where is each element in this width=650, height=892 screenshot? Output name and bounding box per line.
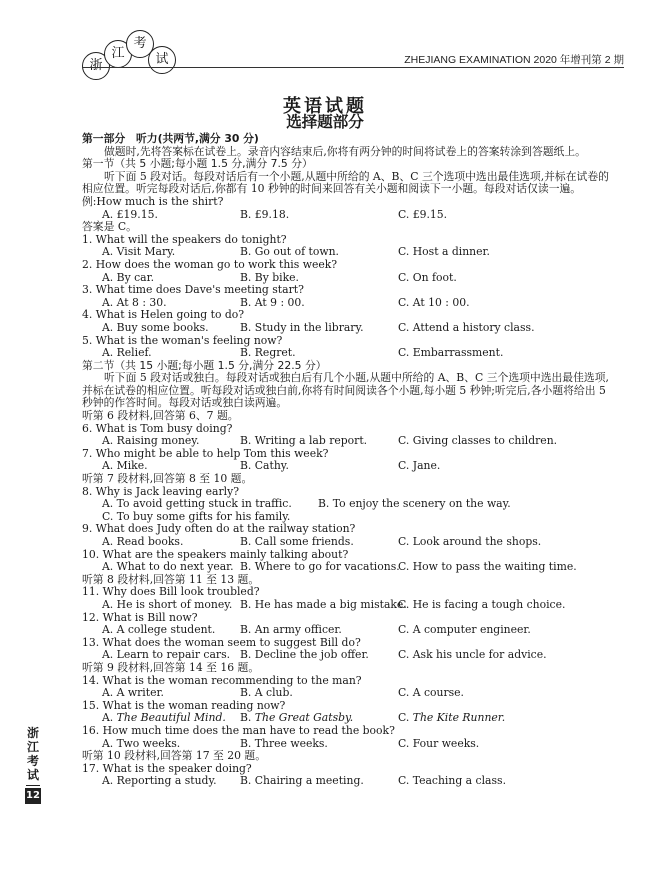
question-1: 1. What will the speakers do tonight? <box>82 232 287 246</box>
option-a: A. Reporting a study. <box>102 774 217 788</box>
option-c: C. The Kite Runner. <box>398 711 506 725</box>
option-a: A. Mike. <box>102 459 148 473</box>
option-c: C. Host a dinner. <box>398 245 490 259</box>
section1-questions <box>82 234 612 360</box>
question-17-options <box>82 775 612 788</box>
option-b: B. Three weeks. <box>240 736 328 750</box>
material-9-note: 听第 9 段材料,回答第 14 至 16 题。 <box>82 660 260 674</box>
section2-heading: 第二节（共 15 小题;每小题 1.5 分,满分 22.5 分） <box>82 358 327 372</box>
question-10: 10. What are the speakers mainly talking about? <box>82 547 349 561</box>
option-c: C. How to pass the waiting time. <box>398 560 577 574</box>
example-answer: 答案是 C。 <box>82 220 137 234</box>
option-a: A. A college student. <box>102 623 216 637</box>
question-2-options <box>82 272 612 285</box>
logo-char: 考 <box>126 30 154 58</box>
option-c: C. At 10 : 00. <box>398 295 470 309</box>
option-a: A. Read books. <box>102 535 184 548</box>
example-question: 例:How much is the shirt? <box>82 194 224 208</box>
question-9-options <box>82 536 612 549</box>
sidebar-char: 试 <box>26 768 39 782</box>
option-c: C. Four weeks. <box>398 736 480 750</box>
page-number: 12 <box>25 788 41 804</box>
question-6-options <box>82 435 612 448</box>
question-16-options <box>82 738 612 751</box>
option-b: B. Writing a lab report. <box>240 434 368 448</box>
part1-heading: 第一部分 听力(共两节,满分 30 分) <box>82 132 259 145</box>
logo-char: 江 <box>104 40 132 68</box>
option-b: B. Study in the library. <box>240 320 364 334</box>
option-c: C. Look around the shops. <box>398 535 542 548</box>
question-2: 2. How does the woman go to work this week? <box>82 257 338 271</box>
sidebar-divider <box>26 785 40 786</box>
part1-intro: 做题时,先将答案标在试卷上。录音内容结束后,你将有两分钟的时间将试卷上的答案转涂到答题纸上。 <box>104 144 586 158</box>
question-6: 6. What is Tom busy doing? <box>82 421 233 435</box>
material-7-note: 听第 7 段材料,回答第 8 至 10 题。 <box>82 472 253 486</box>
section1-heading: 第一节（共 5 小题;每小题 1.5 分,满分 7.5 分） <box>82 157 313 171</box>
option-c: C. Ask his uncle for advice. <box>398 648 547 662</box>
option-a: A. He is short of money. <box>102 597 233 611</box>
option-b: B. A club. <box>240 686 293 700</box>
material-8-note: 听第 8 段材料,回答第 11 至 13 题。 <box>82 572 260 586</box>
exam-content <box>82 133 612 788</box>
option-c: C. Jane. <box>398 459 441 473</box>
option-a: A. What to do next year. <box>102 560 234 574</box>
option-b: B. Decline the job offer. <box>240 648 369 662</box>
option-b: B. Go out of town. <box>240 245 339 259</box>
option-b: B. Regret. <box>240 346 296 360</box>
sidebar-char: 考 <box>26 754 39 768</box>
material-10-note: 听第 10 段材料,回答第 17 至 20 题。 <box>82 749 267 763</box>
option-b: B. At 9 : 00. <box>240 295 305 309</box>
question-4: 4. What is Helen going to do? <box>82 308 245 322</box>
question-11: 11. Why does Bill look troubled? <box>82 585 260 599</box>
option-a: A. Visit Mary. <box>102 245 176 259</box>
material-6-note: 听第 6 段材料,回答第 6、7 题。 <box>82 409 239 423</box>
question-12-options <box>82 624 612 637</box>
option-c: C. £9.15. <box>398 207 448 221</box>
question-12: 12. What is Bill now? <box>82 610 198 624</box>
journal-name: ZHEJIANG EXAMINATION 2020 年增刊第 2 期 <box>404 54 624 66</box>
question-8-options-c <box>82 511 612 524</box>
option-b: B. Chairing a meeting. <box>240 774 364 788</box>
option-c: C. Attend a history class. <box>398 320 535 334</box>
option-a: A. At 8 : 30. <box>102 295 167 309</box>
option-b: B. £9.18. <box>240 207 290 221</box>
option-a: A. Raising money. <box>102 434 200 448</box>
question-4-options <box>82 322 612 335</box>
question-11-options <box>82 599 612 612</box>
option-a: A. Buy some books. <box>102 320 209 334</box>
option-c: C. On foot. <box>398 270 457 284</box>
question-13-options <box>82 649 612 662</box>
option-b: B. By bike. <box>240 270 299 284</box>
question-5-options <box>82 347 612 360</box>
section1-instructions: 听下面 5 段对话。每段对话后有一个小题,从题中所给的 A、B、C 三个选项中选出最佳选项,并标在试卷的相应位置。听完每段对话后,你都有 10 秒钟的时间来回答有关小题和阅读下一小题。每段对话仅读一遍。 <box>82 169 609 196</box>
option-b: B. Where to go for vacations. <box>240 560 400 574</box>
option-b: B. The Great Gatsby. <box>240 711 354 725</box>
question-3-options <box>82 297 612 310</box>
page-sidebar <box>24 726 42 804</box>
sidebar-char: 江 <box>26 740 39 754</box>
option-a: A. £19.15. <box>102 207 158 221</box>
option-c: C. Giving classes to children. <box>398 434 558 448</box>
logo-char: 浙 <box>82 52 110 80</box>
section2-instructions: 听下面 5 段对话或独白。每段对话或独白后有几个小题,从题中所给的 A、B、C 三个选项中选出最佳选项,并标在试卷的相应位置。听每段对话或独白前,你将有时间阅读各个小题,每小题 5 秒钟;听完后,各小题将给出 5 秒钟的作答时间。每段对话或独白读两遍。 <box>82 371 609 410</box>
option-a: A. The Beautiful Mind. <box>102 711 226 725</box>
example-options <box>82 209 612 222</box>
option-b: B. An army officer. <box>240 623 342 637</box>
option-a: A. To avoid getting stuck in traffic. <box>102 497 292 511</box>
option-c: C. A computer engineer. <box>398 623 531 637</box>
option-b: B. To enjoy the scenery on the way. <box>318 497 511 511</box>
question-10-options <box>82 561 612 574</box>
page-title: 英语试题 <box>283 96 367 117</box>
option-b: B. Cathy. <box>240 459 289 473</box>
option-c: C. A course. <box>398 686 464 700</box>
sidebar-char: 浙 <box>26 726 39 740</box>
option-c: C. Teaching a class. <box>398 774 507 788</box>
option-a: A. Learn to repair cars. <box>102 648 231 662</box>
question-3: 3. What time does Dave's meeting start? <box>82 283 304 297</box>
question-8: 8. Why is Jack leaving early? <box>82 484 239 498</box>
question-5: 5. What is the woman's feeling now? <box>82 333 283 347</box>
question-1-options <box>82 246 612 259</box>
option-b: B. Call some friends. <box>240 535 354 548</box>
option-c: C. Embarrassment. <box>398 346 504 360</box>
question-14-options <box>82 687 612 700</box>
question-14: 14. What is the woman recommending to the man? <box>82 673 362 687</box>
option-a: A. Two weeks. <box>102 736 181 750</box>
header-divider <box>82 67 624 68</box>
option-c: C. To buy some gifts for his family. <box>102 509 291 523</box>
question-7-options <box>82 460 612 473</box>
question-13: 13. What does the woman seem to suggest Bill do? <box>82 635 361 649</box>
option-a: A. By car. <box>102 270 155 284</box>
question-8-options-ab <box>82 498 612 511</box>
option-a: A. A writer. <box>102 686 164 700</box>
page-subtitle: 选择题部分 <box>286 113 364 131</box>
question-15-options <box>82 712 612 725</box>
option-c: C. He is facing a tough choice. <box>398 597 566 611</box>
question-17: 17. What is the speaker doing? <box>82 761 252 775</box>
question-7: 7. Who might be able to help Tom this week? <box>82 446 329 460</box>
logo-char: 试 <box>148 46 176 74</box>
option-a: A. Relief. <box>102 346 152 360</box>
question-16: 16. How much time does the man have to read the book? <box>82 723 395 737</box>
question-15: 15. What is the woman reading now? <box>82 698 286 712</box>
option-b: B. He has made a big mistake. <box>240 597 407 611</box>
question-9: 9. What does Judy often do at the railway station? <box>82 522 356 536</box>
